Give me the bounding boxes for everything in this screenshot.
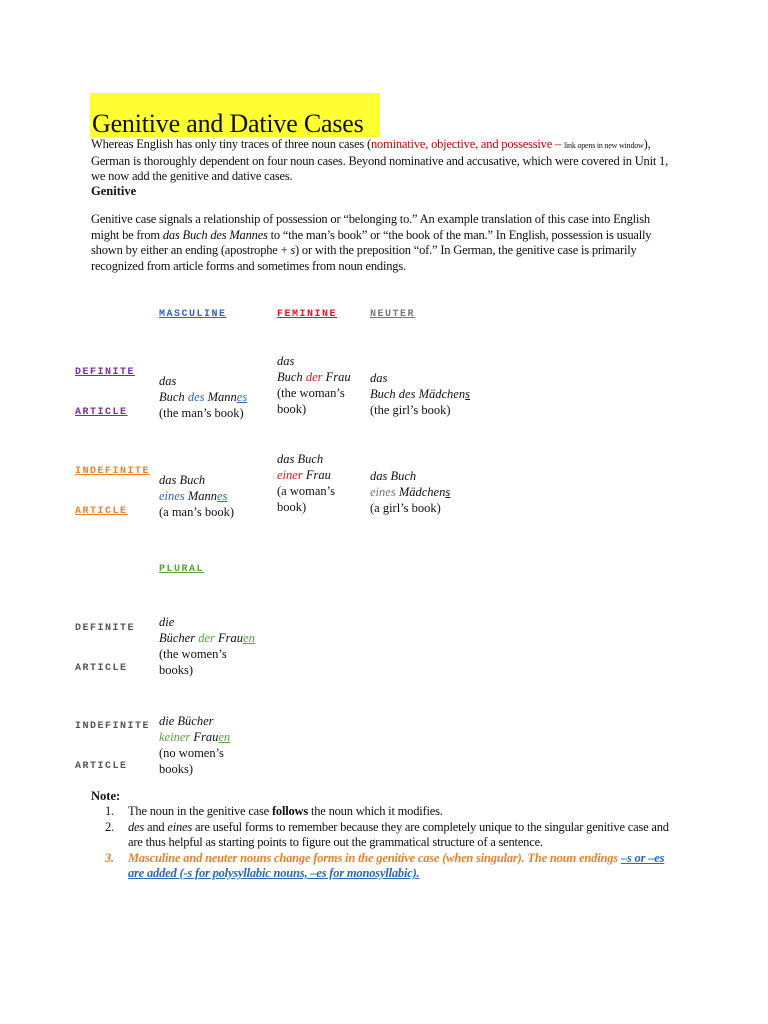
note2-a: des — [128, 819, 145, 834]
plural-def-die: die — [159, 615, 175, 629]
row-label-plural-definite: DEFINITE — [75, 623, 136, 634]
indef-fem-noun: Frau — [302, 468, 331, 482]
note1-b: follows — [271, 804, 309, 818]
indef-neut-noun: Mädchen — [395, 485, 446, 499]
note-num-2: 2. — [105, 819, 114, 834]
def-neut-ending: s — [465, 387, 470, 401]
noun-cases-link[interactable]: nominative, objective, and possessive — [370, 137, 553, 151]
para-example-2: s — [290, 243, 296, 257]
plural-indef-article: keiner — [159, 730, 191, 744]
note-list — [91, 804, 679, 882]
cell-def-fem — [277, 353, 351, 417]
plural-indef-gloss1: (no women’s — [159, 746, 224, 760]
row-label-plural-indefinite-article: ARTICLE — [75, 761, 128, 772]
plural-def-ending: en — [243, 631, 255, 645]
plural-def-article: der — [198, 631, 215, 645]
para-example-1: das Buch des Mannes — [162, 227, 268, 242]
row-label-definite: DEFINITE — [75, 367, 136, 378]
indef-masc-noun: Mann — [184, 489, 217, 503]
note-num-3: 3. — [105, 850, 114, 865]
plural-indef-noun: Frau — [190, 730, 219, 744]
intro-before: Whereas English has only tiny traces of three noun cases ( — [91, 137, 371, 151]
genitive-paragraph — [91, 212, 679, 274]
note2-d: are useful forms to remember because they are completely unique to the singular genitive case and are thus helpful as starting points to figure out the grammatical structure of a sentence. — [128, 819, 669, 849]
indef-neut-article: eines — [370, 485, 396, 499]
note1-a: The noun in the genitive case — [128, 804, 272, 818]
def-masc-article: des — [187, 390, 205, 404]
note-heading: Note: — [91, 789, 121, 803]
def-neut-phrase: Buch des Mädchen — [370, 387, 466, 401]
plural-def-gloss2: books) — [159, 663, 194, 677]
def-fem-noun: Frau — [322, 370, 351, 384]
para-text-2: to “the man’s book” or “the book of the man.” In English, possession is usually shown by either an ending (apostrophe + — [91, 227, 652, 257]
row-label-indefinite-article: ARTICLE — [75, 506, 128, 517]
para-text-3: ) or with the preposition “of.” In German, the genitive case is primarily recognized from article forms and sometimes from noun endings. — [91, 243, 637, 273]
cell-plural-def — [159, 614, 255, 678]
note-item-2 — [91, 820, 679, 851]
indef-masc-dasbuch: das Buch — [159, 473, 206, 487]
plural-def-gloss1: (the women’s — [159, 647, 227, 661]
header-neuter: NEUTER — [370, 309, 416, 320]
plural-indef-gloss2: books) — [159, 762, 194, 776]
cell-def-masc — [159, 373, 247, 421]
link-note: link opens in new window — [564, 141, 644, 150]
cell-indef-fem — [277, 451, 335, 515]
indef-masc-ending: es — [216, 489, 228, 503]
def-fem-gloss1: (the woman’s — [277, 386, 345, 400]
note1-c: the noun which it modifies. — [308, 804, 443, 818]
intro-after: ), German is thoroughly dependent on four noun cases. Beyond nominative and accusative, which were covered in Unit 1, we now add the genitive and dative cases. — [91, 137, 669, 183]
header-plural: PLURAL — [159, 564, 205, 575]
def-fem-article: der — [305, 370, 323, 384]
note-num-1: 1. — [105, 804, 114, 818]
indef-fem-gloss1: (a woman’s — [277, 484, 335, 498]
def-masc-buch: Buch — [159, 390, 188, 404]
indef-fem-article: einer — [277, 468, 303, 482]
indef-masc-gloss: (a man’s book) — [159, 505, 234, 519]
page-title: Genitive and Dative Cases — [92, 109, 364, 138]
note2-b: and — [144, 819, 168, 834]
indef-fem-dasbuch: das Buch — [277, 452, 324, 466]
row-label-article: ARTICLE — [75, 407, 128, 418]
indef-neut-dasbuch: das Buch — [370, 469, 417, 483]
note3-a: Masculine and neuter nouns change forms in the genitive case (when singular). The noun endings — [128, 850, 621, 865]
def-masc-noun: Mann — [204, 390, 237, 404]
note3-b: –s or –es are added (-s for polysyllabic nouns, –es for monosyllabic). — [128, 850, 665, 880]
row-label-indefinite: INDEFINITE — [75, 466, 151, 477]
header-masculine: MASCULINE — [159, 309, 227, 320]
indef-fem-gloss2: book) — [277, 500, 307, 514]
intro-paragraph — [91, 137, 679, 185]
note2-c: eines — [167, 819, 193, 834]
indef-neut-ending: s — [445, 485, 451, 499]
section-heading-genitive: Genitive — [91, 184, 137, 198]
indef-neut-gloss: (a girl’s book) — [370, 501, 441, 515]
def-fem-buch: Buch — [277, 370, 306, 384]
def-masc-gloss: (the man’s book) — [159, 406, 244, 420]
cell-plural-indef — [159, 713, 230, 777]
def-masc-das: das — [159, 374, 177, 388]
indef-masc-article: eines — [159, 489, 185, 503]
para-text-1: Genitive case signals a relationship of possession or “belonging to.” An example translation of this case into English might be from — [91, 212, 650, 242]
plural-indef-ending: en — [218, 730, 231, 744]
cell-indef-neut — [370, 468, 450, 516]
cell-def-neut — [370, 370, 470, 418]
cell-indef-masc — [159, 472, 234, 520]
header-feminine: FEMININE — [277, 309, 338, 320]
plural-def-noun: Frau — [214, 631, 244, 645]
def-neut-gloss: (the girl’s book) — [370, 403, 451, 417]
row-label-plural-indefinite: INDEFINITE — [75, 721, 151, 732]
intro-dash: – — [552, 137, 564, 151]
def-fem-das: das — [277, 354, 295, 368]
note-item-3 — [91, 851, 679, 882]
def-neut-das: das — [370, 371, 388, 385]
def-masc-ending: es — [236, 390, 248, 404]
plural-def-buecher: Bücher — [159, 631, 199, 645]
plural-indef-die: die Bücher — [159, 714, 214, 728]
note-item-1 — [91, 804, 679, 820]
row-label-plural-article: ARTICLE — [75, 663, 128, 674]
def-fem-gloss2: book) — [277, 402, 307, 416]
